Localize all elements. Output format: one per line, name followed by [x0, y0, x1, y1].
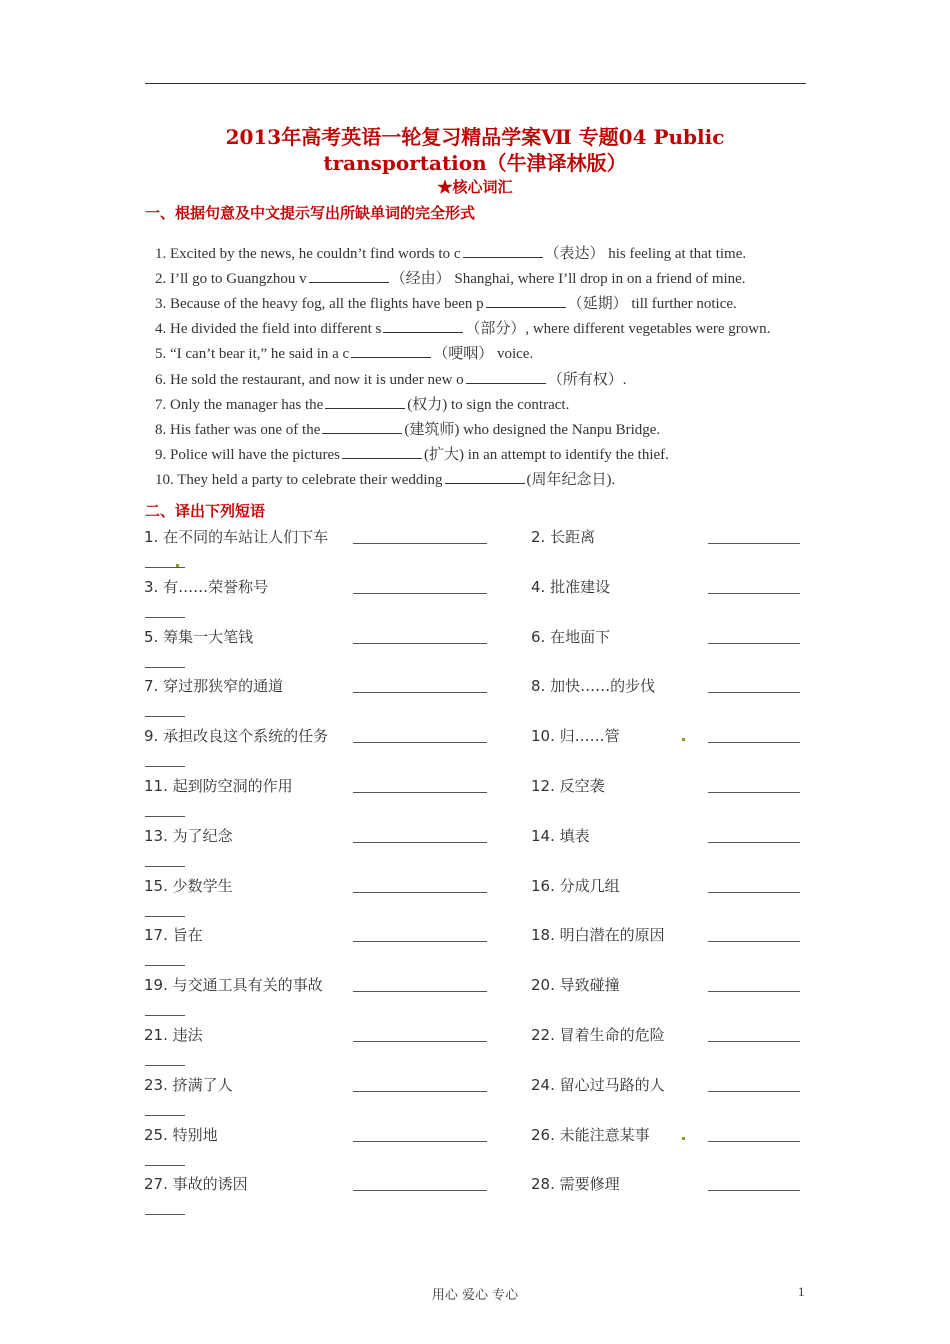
- phrase-label-left: 25. 特别地: [144, 1125, 218, 1144]
- answer-line-continuation[interactable]: [145, 1015, 185, 1016]
- sentence-pre: 5. “I can’t bear it,” he said in a c: [155, 346, 350, 363]
- phrase-label-left: 19. 与交通工具有关的事故: [144, 976, 323, 995]
- phrase-label-left: 7. 穿过那狭窄的通道: [144, 677, 284, 696]
- answer-line-left[interactable]: [353, 692, 487, 693]
- stray-dot: [176, 564, 179, 567]
- answer-blank[interactable]: [463, 243, 543, 258]
- answer-line-left[interactable]: [353, 792, 487, 793]
- phrase-label-right: 16. 分成几组: [531, 876, 620, 895]
- phrase-label-left: 13. 为了纪念: [144, 826, 233, 845]
- answer-blank[interactable]: [383, 318, 463, 333]
- sentence-post: (建筑师) who designed the Nanpu Bridge.: [404, 421, 661, 438]
- sentence-item: [155, 393, 569, 414]
- answer-blank[interactable]: [325, 394, 405, 409]
- sentence-pre: 4. He divided the field into different s: [155, 321, 382, 338]
- answer-line-continuation[interactable]: [145, 816, 185, 817]
- answer-line-continuation[interactable]: [145, 1214, 185, 1215]
- answer-line-right[interactable]: [708, 892, 800, 893]
- answer-blank[interactable]: [466, 369, 546, 384]
- doc-subtitle: ★核心词汇: [437, 178, 513, 196]
- phrase-label-left: 11. 起到防空洞的作用: [144, 777, 293, 795]
- answer-line-continuation[interactable]: [145, 617, 185, 618]
- answer-line-left[interactable]: [353, 1041, 487, 1042]
- sentence-item: [155, 292, 737, 313]
- sentence-post: (权力) to sign the contract.: [407, 396, 570, 413]
- phrase-label-right: 14. 填表: [531, 826, 590, 845]
- doc-title-line2: transportation（牛津译林版）: [323, 151, 627, 175]
- answer-line-left[interactable]: [353, 543, 487, 544]
- answer-line-right[interactable]: [708, 792, 800, 793]
- answer-line-right[interactable]: [708, 643, 800, 644]
- answer-line-left[interactable]: [353, 842, 487, 843]
- answer-line-right[interactable]: [708, 941, 800, 942]
- stray-dot: [682, 738, 685, 741]
- answer-line-right[interactable]: [708, 742, 800, 743]
- section2-heading: 二、译出下列短语: [145, 502, 266, 520]
- sentence-item: [155, 242, 746, 263]
- doc-title-line1: 2013年高考英语一轮复习精品学案Ⅶ 专题04 Public: [225, 125, 725, 149]
- answer-line-right[interactable]: [708, 1141, 800, 1142]
- header-rule: [145, 83, 806, 84]
- sentence-post: （所有权）.: [547, 371, 627, 388]
- phrase-label-right: 8. 加快……的步伐: [531, 677, 656, 696]
- sentence-item: [155, 418, 660, 439]
- phrase-label-right: 6. 在地面下: [531, 627, 611, 646]
- phrase-label-right: 24. 留心过马路的人: [531, 1075, 665, 1094]
- answer-line-continuation[interactable]: [145, 916, 185, 917]
- phrase-label-right: 10. 归……管: [531, 727, 620, 746]
- phrase-label-left: 5. 筹集一大笔钱: [144, 627, 254, 646]
- sentence-item: [155, 267, 746, 288]
- sentence-pre: 1. Excited by the news, he couldn’t find words to c: [155, 246, 461, 262]
- sentence-pre: 10. They held a party to celebrate their wedding: [155, 471, 443, 488]
- phrase-label-left: 23. 挤满了人: [144, 1075, 233, 1094]
- answer-line-continuation[interactable]: [145, 766, 185, 767]
- phrase-label-right: 4. 批准建设: [531, 577, 611, 596]
- answer-blank[interactable]: [445, 469, 525, 484]
- answer-line-left[interactable]: [353, 593, 487, 594]
- page-number: 1: [798, 1284, 805, 1299]
- answer-line-continuation[interactable]: [145, 965, 185, 966]
- sentence-post: （表达） his feeling at that time.: [544, 246, 747, 262]
- answer-blank[interactable]: [309, 268, 389, 283]
- answer-line-continuation[interactable]: [145, 1115, 185, 1116]
- sentence-post: (扩大) in an attempt to identify the thief.: [423, 446, 669, 463]
- sentence-post: （延期） till further notice.: [567, 296, 737, 313]
- answer-blank[interactable]: [322, 419, 402, 434]
- phrase-label-right: 20. 导致碰撞: [531, 976, 620, 995]
- sentence-item: [155, 468, 615, 489]
- phrase-label-right: 22. 冒着生命的危险: [531, 1026, 665, 1044]
- section1-heading: 一、根据句意及中文提示写出所缺单词的完全形式: [145, 204, 476, 222]
- answer-line-right[interactable]: [708, 593, 800, 594]
- answer-line-right[interactable]: [708, 692, 800, 693]
- answer-line-left[interactable]: [353, 1141, 487, 1142]
- phrase-label-left: 21. 违法: [144, 1026, 203, 1044]
- sentence-item: [155, 342, 533, 363]
- answer-blank[interactable]: [342, 444, 422, 459]
- answer-line-right[interactable]: [708, 842, 800, 843]
- answer-line-right[interactable]: [708, 1091, 800, 1092]
- phrase-label-right: 26. 未能注意某事: [531, 1125, 650, 1144]
- answer-line-continuation[interactable]: [145, 716, 185, 717]
- answer-line-continuation[interactable]: [145, 567, 185, 568]
- answer-line-continuation[interactable]: [145, 1065, 185, 1066]
- answer-line-left[interactable]: [353, 1190, 487, 1191]
- phrase-label-left: 17. 旨在: [144, 926, 203, 945]
- stray-dot: [682, 1137, 685, 1140]
- answer-line-left[interactable]: [353, 643, 487, 644]
- answer-line-right[interactable]: [708, 991, 800, 992]
- answer-line-left[interactable]: [353, 892, 487, 893]
- answer-line-continuation[interactable]: [145, 1165, 185, 1166]
- answer-line-continuation[interactable]: [145, 667, 185, 668]
- sentence-post: （经由） Shanghai, where I’ll drop in on a friend of mine.: [390, 271, 746, 288]
- sentence-post: （部分）, where different vegetables were grown.: [465, 321, 771, 338]
- sentence-pre: 9. Police will have the pictures: [155, 446, 340, 463]
- page-footer: 用心 爱心 专心: [431, 1288, 519, 1303]
- answer-blank[interactable]: [486, 293, 566, 308]
- phrase-label-left: 27. 事故的诱因: [144, 1175, 248, 1194]
- answer-blank[interactable]: [351, 343, 431, 358]
- sentence-pre: 2. I’ll go to Guangzhou v: [155, 271, 307, 288]
- sentence-item: [155, 317, 770, 338]
- phrase-label-left: 9. 承担改良这个系统的任务: [144, 727, 329, 746]
- phrase-label-right: 18. 明白潜在的原因: [531, 926, 665, 945]
- sentence-item: [155, 368, 626, 389]
- sentence-post: （哽咽） voice.: [433, 346, 534, 363]
- sentence-post: (周年纪念日).: [526, 471, 616, 488]
- sentence-pre: 6. He sold the restaurant, and now it is under new o: [155, 371, 464, 388]
- answer-line-right[interactable]: [708, 1041, 800, 1042]
- sentence-pre: 7. Only the manager has the: [155, 396, 324, 413]
- answer-line-left[interactable]: [353, 1091, 487, 1092]
- phrase-label-left: 15. 少数学生: [144, 876, 233, 895]
- answer-line-right[interactable]: [708, 543, 800, 544]
- sentence-pre: 3. Because of the heavy fog, all the flights have been p: [155, 296, 484, 313]
- phrase-label-left: 1. 在不同的车站让人们下车: [144, 528, 329, 546]
- phrase-label-right: 12. 反空袭: [531, 777, 605, 795]
- sentence-item: [155, 443, 669, 464]
- phrase-label-right: 28. 需要修理: [531, 1175, 620, 1194]
- phrase-label-left: 3. 有……荣誉称号: [144, 577, 269, 596]
- sentence-pre: 8. His father was one of the: [155, 421, 321, 438]
- answer-line-right[interactable]: [708, 1190, 800, 1191]
- answer-line-continuation[interactable]: [145, 866, 185, 867]
- answer-line-left[interactable]: [353, 742, 487, 743]
- answer-line-left[interactable]: [353, 941, 487, 942]
- answer-line-left[interactable]: [353, 991, 487, 992]
- phrase-label-right: 2. 长距离: [531, 528, 596, 546]
